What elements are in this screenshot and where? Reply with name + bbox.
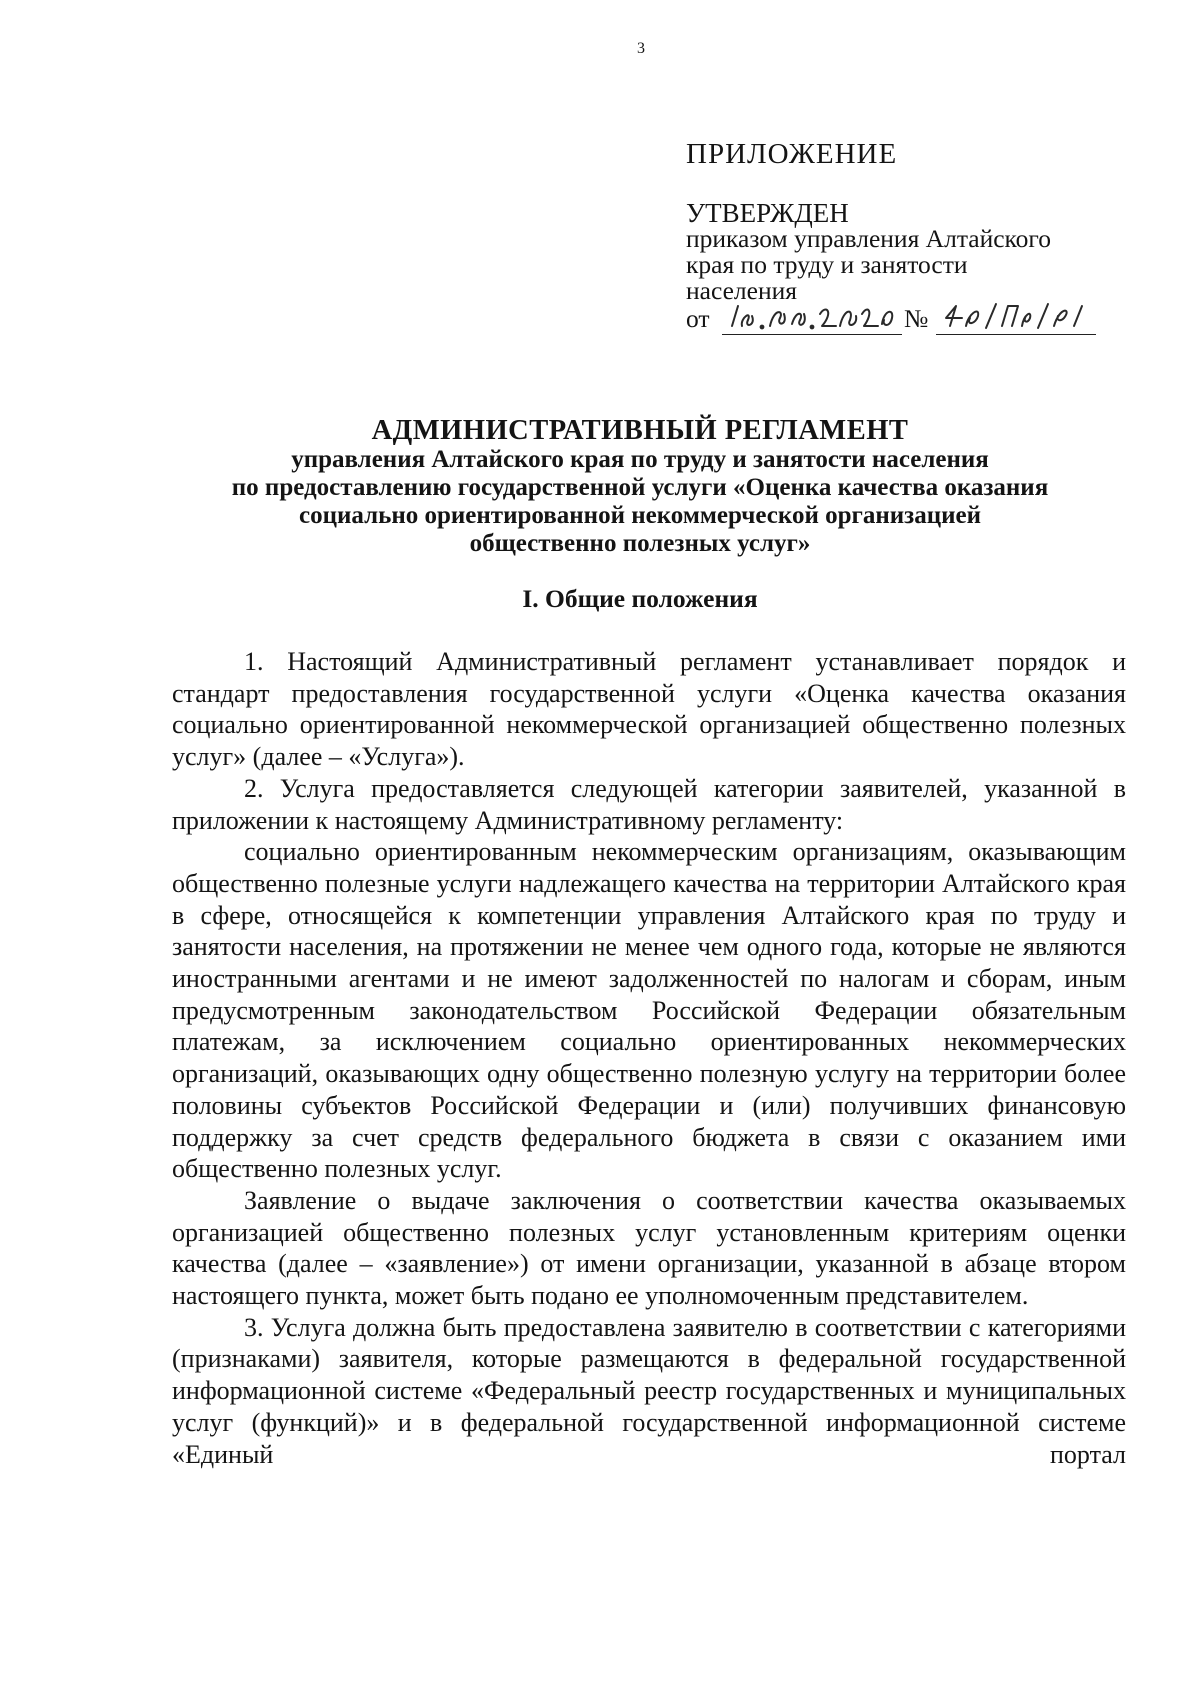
document-subtitle-line: социально ориентированной некоммерческой организацией [298, 502, 982, 529]
document-heading [160, 416, 1120, 558]
approved-title: УТВЕРЖДЕН [686, 198, 849, 228]
document-title: АДМИНИСТРАТИВНЫЙ РЕГЛАМЕНТ [371, 415, 909, 446]
date-prefix: от [686, 304, 710, 333]
approved-by-line: приказом управления Алтайского [686, 224, 1051, 253]
approval-stamp-block [686, 138, 1126, 334]
handwritten-date [722, 304, 902, 335]
document-subtitle-line: общественно полезных услуг» [469, 530, 811, 557]
paragraph: социально ориентированным некоммерческим организациям, оказывающим общественно полезные услуги надлежащего качества на территории Алтайского края в сфере, относящейся к компетенции управления Алтайского края по труду и занятости населения, на протяжении не менее чем одного года, которые не являются иностранными агентами и не имеют задолженностей по налогам и сборам, иным предусмотренным законодательством Российской Федерации обязательным платежам, за исключением социально ориентированных некоммерческих организаций, оказывающих одну общественно полезную услугу на территории более половины субъектов Российской Федерации и (или) получивших финансовую поддержку за счет средств федерального бюджета в связи с оказанием ими общественно полезных услуг. [172, 837, 1126, 1184]
paragraph: Заявление о выдаче заключения о соответствии качества оказываемых организацией общественно полезных услуг установленным критериям оценки качества (далее – «заявление») от имени организации, указанной в абзаце втором настоящего пункта, может быть подано ее уполномоченным представителем. [172, 1185, 1126, 1311]
body-text [172, 646, 1126, 1470]
document-subtitle-line: по предоставлению государственной услуги «Оценка качества оказания [231, 474, 1049, 501]
paragraph: 1. Настоящий Административный регламент устанавливает порядок и стандарт предоставления государственной услуги «Оценка качества оказания социально ориентированной некоммерческой организацией общественно полезных услуг» (далее – «Услуга»). [172, 647, 1126, 772]
paragraph: 2. Услуга предоставляется следующей категории заявителей, указанной в приложении к настоящему Административному регламенту: [172, 773, 1126, 835]
appendix-title: ПРИЛОЖЕНИЕ [686, 138, 898, 170]
section-title: I. Общие положения [522, 584, 758, 613]
handwritten-order-number [936, 304, 1096, 335]
handwritten-number-scribble [936, 296, 1096, 334]
handwritten-date-scribble [722, 296, 902, 334]
paragraph: 3. Услуга должна быть предоставлена заявителю в соответствии с категориями (признаками) заявителя, которые размещаются в федеральной государственной информационной системе «Федеральный реестр государственных и муниципальных услуг (функций)» и в федеральной государственной информационной системе «Единый портал [172, 1312, 1126, 1469]
number-sign: № [904, 304, 929, 333]
approved-by-line: населения [686, 276, 797, 305]
approved-by-line: края по труду и занятости [686, 250, 968, 279]
document-subtitle-line: управления Алтайского края по труду и занятости населения [291, 446, 989, 473]
page-number: 3 [637, 40, 645, 57]
order-date-number-line [686, 304, 1126, 334]
